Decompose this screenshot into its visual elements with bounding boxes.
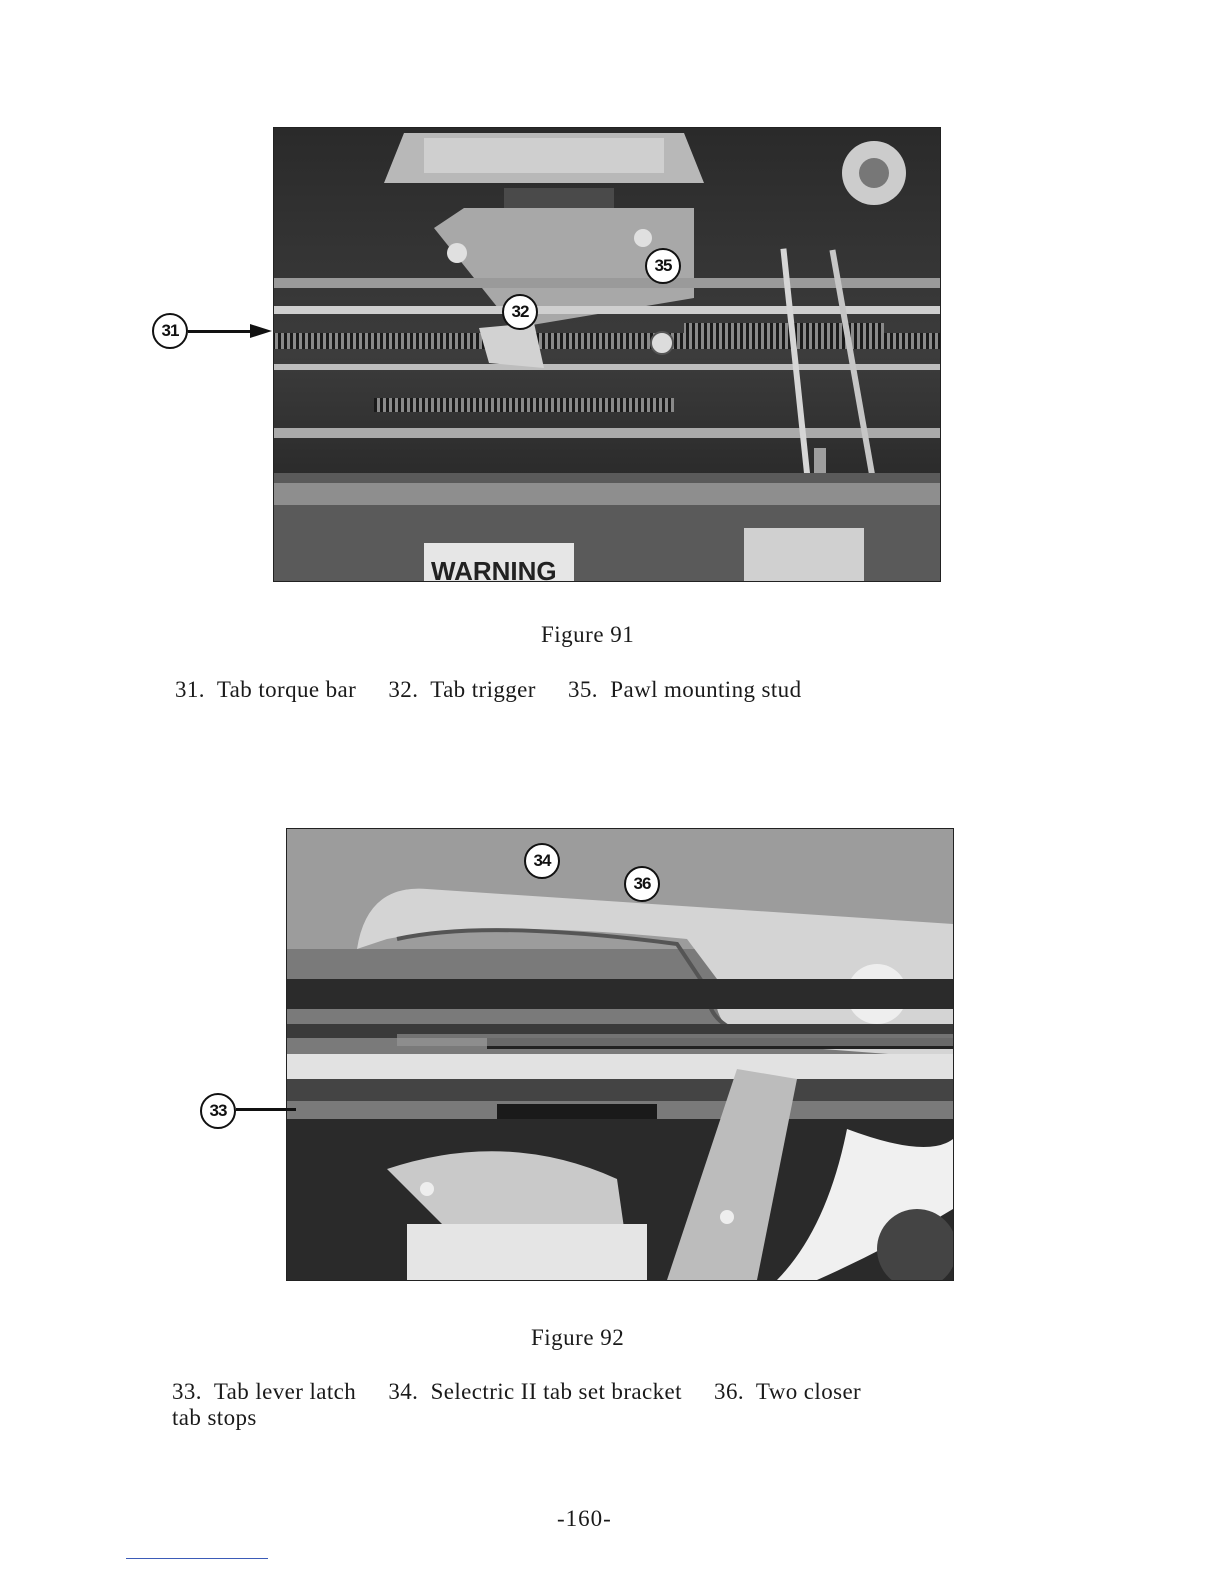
- caption-item-34: 34. Selectric II tab set bracket: [388, 1379, 682, 1404]
- caption-item-33: 33. Tab lever latch: [172, 1379, 357, 1404]
- warning-label: WARNING: [431, 556, 557, 581]
- caption-item-36: 36. Two closer: [714, 1379, 862, 1404]
- figure-91-photo: [273, 127, 941, 582]
- caption-item-31: 31. Tab torque bar: [175, 677, 357, 702]
- callout-31: 31: [152, 313, 188, 349]
- figure-92-photo: [286, 828, 954, 1281]
- callout-31-arrow: [250, 324, 272, 338]
- caption-item-35: 35. Pawl mounting stud: [568, 677, 802, 702]
- footnote-rule: [126, 1558, 268, 1559]
- figure-91-title: Figure 91: [541, 622, 635, 647]
- callout-34: 34: [524, 843, 560, 879]
- callout-33: 33: [200, 1093, 236, 1129]
- callout-33-leader: [236, 1108, 296, 1111]
- callout-32: 32: [502, 294, 538, 330]
- callout-35: 35: [645, 248, 681, 284]
- caption-item-32: 32. Tab trigger: [388, 677, 536, 702]
- figure-91-caption: [175, 677, 827, 703]
- callout-31-leader: [188, 330, 250, 333]
- typewriter-mechanism-image: [274, 128, 940, 581]
- page-number: -160-: [557, 1506, 612, 1531]
- figure-92-caption-line2: tab stops: [172, 1405, 257, 1430]
- figure-92-caption: [172, 1379, 861, 1405]
- callout-36: 36: [624, 866, 660, 902]
- figure-92-title: Figure 92: [531, 1325, 625, 1350]
- tab-set-bracket-image: [287, 829, 953, 1280]
